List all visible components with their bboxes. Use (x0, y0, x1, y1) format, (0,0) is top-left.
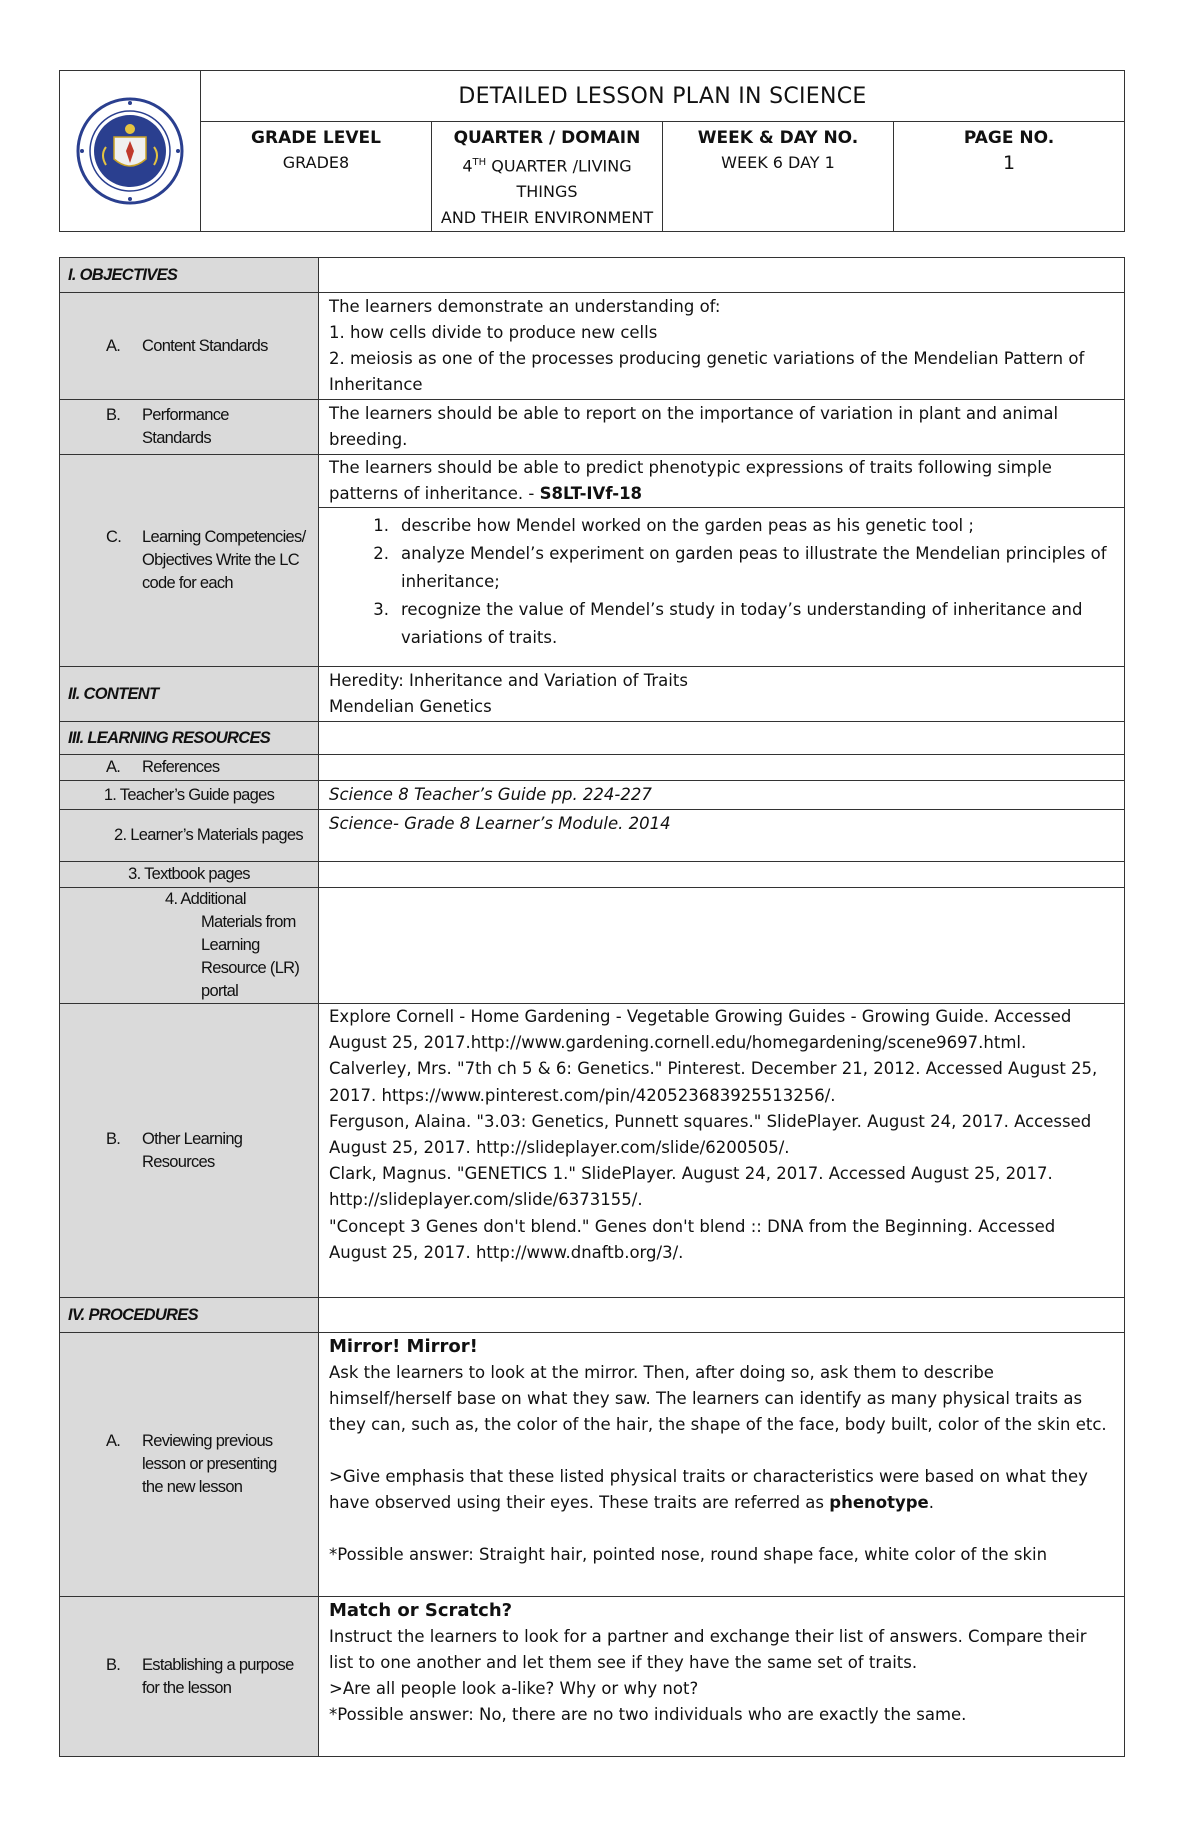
page-no-value: 1 (1002, 152, 1016, 174)
textbook-label-cell (60, 862, 319, 888)
additional-materials-label-cell (60, 888, 319, 1004)
lesson-plan-title: DETAILED LESSON PLAN IN SCIENCE (201, 71, 1125, 122)
phenotype-term: phenotype (829, 1493, 929, 1512)
other-resources-label-cell (60, 1004, 319, 1298)
table-row (60, 667, 1125, 722)
quarter-line1: QUARTER /LIVING THINGS (486, 156, 632, 202)
activity-title: Mirror! Mirror! (329, 1336, 478, 1357)
content-heading: II. CONTENT (68, 684, 159, 703)
activity-text: . (928, 1493, 934, 1512)
grade-level-label: GRADE LEVEL (251, 128, 381, 148)
purpose-label: Establishing a purpose for the lesson (142, 1655, 294, 1697)
empty-cell (319, 755, 1125, 781)
resources-heading: III. LEARNING RESOURCES (68, 728, 271, 747)
reviewing-text-cell (319, 1333, 1125, 1597)
table-row (60, 1597, 1125, 1757)
reviewing-label-cell (60, 1333, 319, 1597)
table-row (60, 400, 1125, 455)
objectives-heading: I. OBJECTIVES (68, 265, 178, 284)
content-line: Heredity: Inheritance and Variation of Traits (329, 671, 688, 690)
other-resources-key: B. (106, 1129, 121, 1148)
content-standards-line: 1. how cells divide to produce new cells (329, 323, 658, 342)
reviewing-label: Reviewing previous lesson or presenting the new lesson (142, 1432, 277, 1496)
content-standards-line: 2. meiosis as one of the processes producing genetic variations of the Mendelian Pattern of Inheritance (329, 349, 1085, 394)
performance-standards-text-cell: The learners should be able to report on the importance of variation in plant and animal breeding. (319, 400, 1125, 455)
reference-entry: Calverley, Mrs. "7th ch 5 & 6: Genetics." Pinterest. December 21, 2012. Accessed August 25, 2017. https://www.pinterest.com/pin/420523683925513256/. (329, 1059, 1098, 1105)
deped-seal-logo (60, 97, 200, 205)
list-item-text: recognize the value of Mendel’s study in today’s understanding of inheritance and variations of traits. (401, 600, 1083, 647)
list-item-text: describe how Mendel worked on the garden peas as his genetic tool ; (401, 516, 974, 535)
table-row (60, 755, 1125, 781)
learning-competencies-label: Learning Competencies/ Objectives Write the LC code for each (142, 528, 306, 592)
purpose-text-cell (319, 1597, 1125, 1757)
quarter-domain-label: QUARTER / DOMAIN (453, 128, 641, 148)
other-resources-text-cell (319, 1004, 1125, 1298)
activity-paragraph: Instruct the learners to look for a partner and exchange their list of answers. Compare their list to one another and let them see if they have the same set of traits. (329, 1627, 1087, 1672)
reference-entry: Ferguson, Alaina. "3.03: Genetics, Punnett squares." SlidePlayer. August 24, 2017. Accessed August 25, 2017. http://slideplayer.com/slide/6200505/. (329, 1111, 1092, 1158)
references-label-cell (60, 755, 319, 781)
activity-paragraph: Ask the learners to look at the mirror. Then, after doing so, ask them to describe himself/herself base on what they saw. The learners can identify as many physical traits as they can, such as, the color of the hair, the shape of the face, body built, color of the skin etc. (329, 1363, 1107, 1434)
page-no-label: PAGE NO. (963, 128, 1055, 148)
table-row (60, 1004, 1125, 1298)
additional-materials-label: 4. Additional Materials from Learning Resource (LR) portal (165, 890, 300, 1000)
reference-entry: "Concept 3 Genes don't blend." Genes don't blend :: DNA from the Beginning. Accessed August 25, 2017. http://www.dnaftb.org/3/. (329, 1216, 1056, 1262)
learners-materials-label: 2. Learner’s Materials pages (114, 826, 303, 844)
list-item-number: 3. (373, 600, 389, 619)
content-line: Mendelian Genetics (329, 697, 492, 716)
list-item-number: 2. (373, 544, 389, 563)
teachers-guide-value: Science 8 Teacher’s Guide pp. 224-227 (319, 781, 1125, 810)
list-item (319, 512, 1114, 540)
list-item (319, 540, 1114, 596)
reference-entry: Explore Cornell - Home Gardening - Vegetable Growing Guides - Growing Guide. Accessed August 25, 2017.http://www.gardening.cornell.edu/homegardening/scene9697.html. (329, 1007, 1072, 1053)
week-day-value: WEEK 6 DAY 1 (721, 153, 835, 172)
references-key: A. (106, 758, 121, 776)
learning-objectives-list (319, 508, 1124, 656)
content-standards-line: The learners demonstrate an understanding of: (329, 297, 721, 316)
references-label: References (142, 758, 220, 776)
reviewing-key: A. (106, 1432, 121, 1450)
purpose-label-cell (60, 1597, 319, 1757)
empty-cell (319, 888, 1125, 1004)
empty-cell (319, 862, 1125, 888)
table-row (60, 722, 1125, 755)
quarter-domain-cell (432, 122, 663, 232)
teachers-guide-label-cell (60, 781, 319, 810)
lc-code: S8LT-IVf-18 (539, 484, 643, 503)
table-row (60, 293, 1125, 400)
logo-cell (60, 71, 201, 232)
objectives-heading-cell (60, 258, 319, 293)
table-row (60, 455, 1125, 667)
content-standards-label-cell (60, 293, 319, 400)
performance-standards-label: Performance Standards (142, 406, 229, 447)
quarter-domain-value (432, 150, 662, 231)
table-row (60, 888, 1125, 1004)
textbook-label: 3. Textbook pages (128, 865, 250, 883)
activity-paragraph: >Are all people look a-like? Why or why not? (329, 1679, 699, 1698)
learning-competencies-intro-block (319, 455, 1124, 508)
purpose-key: B. (106, 1655, 121, 1674)
performance-standards-key: B. (106, 406, 121, 424)
learning-competencies-label-cell (60, 455, 319, 667)
list-item-text: analyze Mendel’s experiment on garden peas to illustrate the Mendelian principles of inheritance; (401, 544, 1107, 591)
page-no-cell (894, 122, 1125, 232)
list-item-number: 1. (373, 516, 389, 535)
activity-text: >Give emphasis that these listed physical traits or characteristics were based on what they have observed using their eyes. These traits are referred as (329, 1467, 1088, 1512)
learning-competencies-key: C. (106, 528, 122, 546)
table-row (60, 862, 1125, 888)
quarter-number: 4 (462, 156, 473, 176)
quarter-line2: AND THEIR ENVIRONMENT (440, 208, 654, 228)
header-table (59, 70, 1125, 232)
content-standards-key: A. (106, 336, 121, 355)
content-standards-text-cell (319, 293, 1125, 400)
week-day-label: WEEK & DAY NO. (697, 128, 859, 148)
week-day-cell (663, 122, 894, 232)
lesson-plan-table (59, 257, 1125, 1757)
possible-answer: *Possible answer: No, there are no two individuals who are exactly the same. (329, 1705, 967, 1724)
performance-standards-label-cell (60, 400, 319, 455)
teachers-guide-label: 1. Teacher’s Guide pages (103, 785, 275, 804)
list-item (319, 596, 1114, 652)
content-text-cell (319, 667, 1125, 722)
activity-paragraph (329, 1464, 1114, 1516)
table-row (60, 1298, 1125, 1333)
table-row (60, 781, 1125, 810)
empty-cell (319, 1298, 1125, 1333)
reference-entry: Clark, Magnus. "GENETICS 1." SlidePlayer. August 24, 2017. Accessed August 25, 2017. http://slideplayer.com/slide/6373155/. (329, 1164, 1053, 1210)
activity-title: Match or Scratch? (329, 1600, 513, 1621)
table-row (60, 810, 1125, 862)
learning-competencies-text-cell (319, 455, 1125, 667)
content-standards-label: Content Standards (142, 336, 268, 355)
learners-materials-label-cell (60, 810, 319, 862)
resources-heading-cell (60, 722, 319, 755)
learners-materials-value: Science- Grade 8 Learner’s Module. 2014 (319, 810, 1125, 862)
quarter-suffix: TH (472, 157, 487, 168)
empty-cell (319, 722, 1125, 755)
procedures-heading-cell (60, 1298, 319, 1333)
content-heading-cell (60, 667, 319, 722)
other-resources-label: Other Learning Resources (142, 1129, 243, 1171)
learning-competencies-intro: The learners should be able to predict phenotypic expressions of traits following simple patterns of inheritance. - (329, 458, 1052, 503)
grade-level-value: GRADE8 (282, 153, 350, 172)
possible-answer: *Possible answer: Straight hair, pointed nose, round shape face, white color of the skin (329, 1545, 1048, 1564)
empty-cell (319, 258, 1125, 293)
grade-level-cell (201, 122, 432, 232)
table-row (60, 258, 1125, 293)
procedures-heading: IV. PROCEDURES (68, 1305, 198, 1324)
table-row (60, 1333, 1125, 1597)
